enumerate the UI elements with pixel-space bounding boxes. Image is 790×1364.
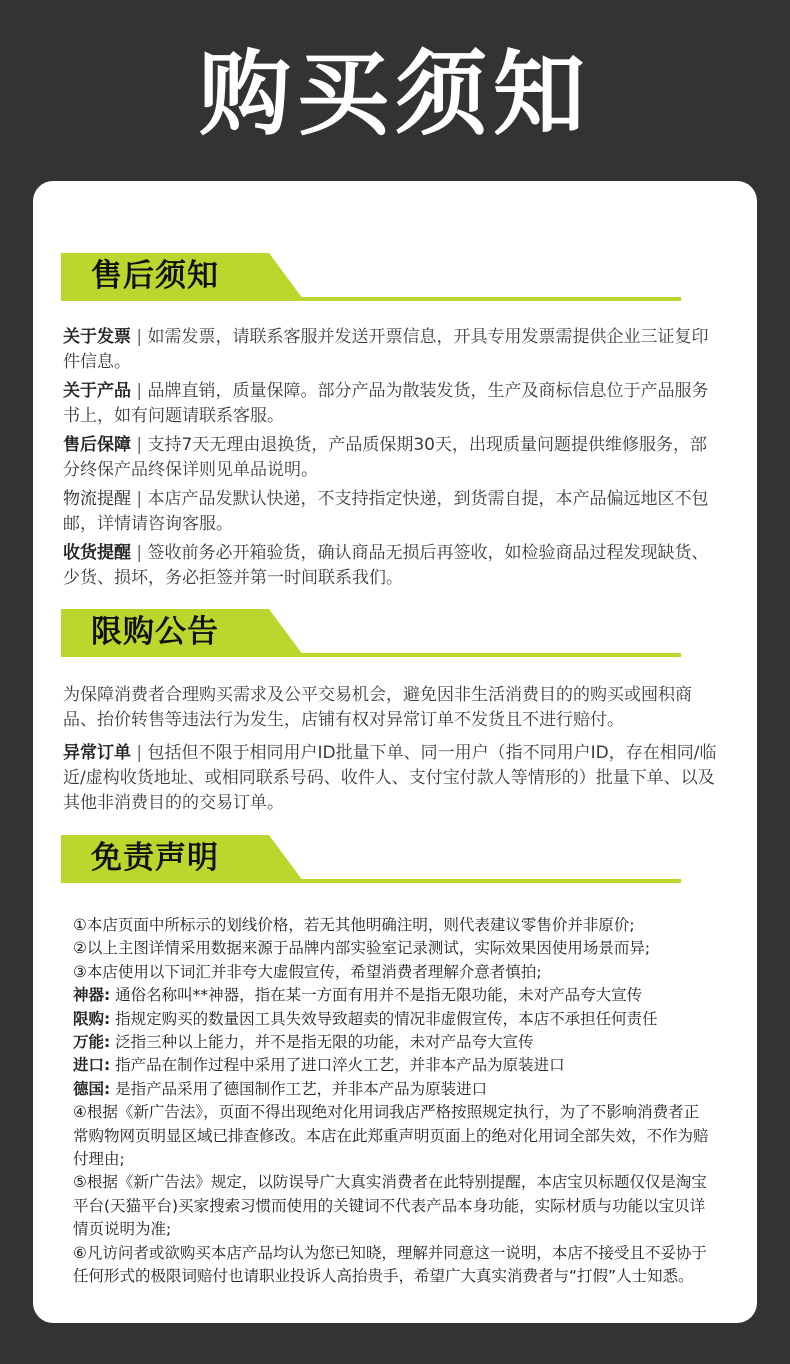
separator: | (136, 743, 143, 763)
list-item (63, 433, 723, 483)
item-key: 德国: (73, 1079, 111, 1098)
item-text: 本店产品发默认快递，不支持指定快递，到货需自提，本产品偏远地区不包邮，详情请咨询客服。 (63, 489, 709, 534)
section-header-disclaimer (61, 835, 681, 883)
item-text: ③本店使用以下词汇并非夸大虚假宣传，希望消费者理解介意者慎拍; (73, 962, 542, 981)
section-heading: 限购公告 (91, 614, 219, 650)
item-text: 是指产品采用了德国制作工艺，并非本产品为原装进口 (115, 1079, 488, 1098)
list-item (63, 325, 723, 375)
item-text: ⑥凡访问者或欲购买本店产品均认为您已知晓，理解并同意这一说明，本店不接受且不妥协于任何形式的极限词赔付也请职业投诉人高抬贵手，希望广大真实消费者与“打假”人士知悉。 (73, 1243, 707, 1286)
item-text: 通俗名称叫**神器，指在某一方面有用并不是指无限功能，未对产品夸大宣传 (115, 986, 643, 1005)
item-key: 万能: (73, 1033, 111, 1052)
list-item (73, 1078, 713, 1101)
list-item (63, 541, 723, 591)
list-item (73, 1171, 713, 1241)
item-key: 进口: (73, 1056, 111, 1075)
list-item (73, 961, 713, 984)
item-text: 包括但不限于相同用户ID批量下单、同一用户（指不同用户ID，存在相同/临近/虚构收货地址、或相同联系号码、收件人、支付宝付款人等情形的）批量下单、以及其他非消费目的的交易订单。 (63, 743, 717, 813)
item-text: ②以上主图详情采用数据来源于品牌内部实验室记录测试，实际效果因使用场景而异; (73, 939, 651, 958)
item-text: 品牌直销，质量保障。部分产品为散装发货，生产及商标信息位于产品服务书上，如有问题请联系客服。 (63, 381, 709, 426)
item-text: 泛指三种以上能力，并不是指无限的功能，未对产品夸大宣传 (115, 1033, 534, 1052)
list-item (73, 1008, 713, 1031)
separator: | (136, 381, 143, 401)
list-item (73, 1242, 713, 1289)
section-header-purchase-limit (61, 609, 681, 657)
item-key: 收货提醒 (63, 543, 131, 563)
list-item (73, 1054, 713, 1077)
disclaimer-list (73, 914, 713, 1289)
item-key: 物流提醒 (63, 489, 131, 509)
list-item (73, 937, 713, 960)
separator: | (136, 327, 143, 347)
separator: | (136, 543, 143, 563)
item-text: 指规定购买的数量因工具失效导致超卖的情况非虚假宣传，本店不承担任何责任 (115, 1009, 658, 1028)
section-heading: 售后须知 (91, 258, 219, 294)
item-text: 支持7天无理由退换货，产品质保期30天，出现质量问题提供维修服务，部分终保产品终保详则见单品说明。 (63, 435, 707, 480)
separator: | (136, 489, 143, 509)
item-text: ①本店页面中所标示的划线价格，若无其他明确注明，则代表建议零售价并非原价; (73, 916, 635, 934)
purchase-limit-body (63, 683, 723, 820)
item-text: ④根据《新广告法》，页面不得出现绝对化用词我店严格按照规定执行，为了不影响消费者正常购物网页明显区域已排查修改。本店在此郑重声明页面上的绝对化用词全部失效，不作为赔付理由; (73, 1103, 709, 1169)
item-text: 如需发票，请联系客服并发送开票信息，开具专用发票需提供企业三证复印件信息。 (63, 327, 709, 372)
item-key: 售后保障 (63, 435, 131, 455)
section-heading: 免责声明 (91, 840, 219, 876)
item-text: 指产品在制作过程中采用了进口淬火工艺，并非本产品为原装进口 (115, 1056, 565, 1075)
item-text: 签收前务必开箱验货，确认商品无损后再签收，如检验商品过程发现缺货、少货、损坏，务必拒签并第一时间联系我们。 (63, 543, 709, 588)
list-item (73, 914, 713, 937)
list-item (73, 1031, 713, 1054)
list-item (63, 487, 723, 537)
after-sales-list (63, 325, 723, 595)
item-key: 神器: (73, 986, 111, 1005)
separator: | (136, 435, 143, 455)
list-item (63, 379, 723, 429)
list-item (63, 741, 723, 816)
page-title: 购买须知 (198, 41, 591, 148)
item-key: 关于发票 (63, 327, 131, 347)
intro-text: 为保障消费者合理购买需求及公平交易机会，避免因非生活消费目的的购买或囤积商品、抬价转售等违法行为发生，店铺有权对异常订单不发货且不进行赔付。 (63, 685, 692, 730)
item-text: ⑤根据《新广告法》规定，以防误导广大真实消费者在此特别提醒，本店宝贝标题仅仅是淘宝平台(天猫平台)买家搜索习惯而使用的关键词不代表产品本身功能，实际材质与功能以宝贝详情页说明为准; (73, 1173, 707, 1239)
list-item (73, 984, 713, 1007)
item-key: 关于产品 (63, 381, 131, 401)
section-header-after-sales (61, 253, 681, 301)
item-key: 异常订单 (63, 743, 131, 763)
item-key: 限购: (73, 1009, 111, 1028)
list-item (73, 1101, 713, 1171)
notice-card (33, 181, 757, 1323)
